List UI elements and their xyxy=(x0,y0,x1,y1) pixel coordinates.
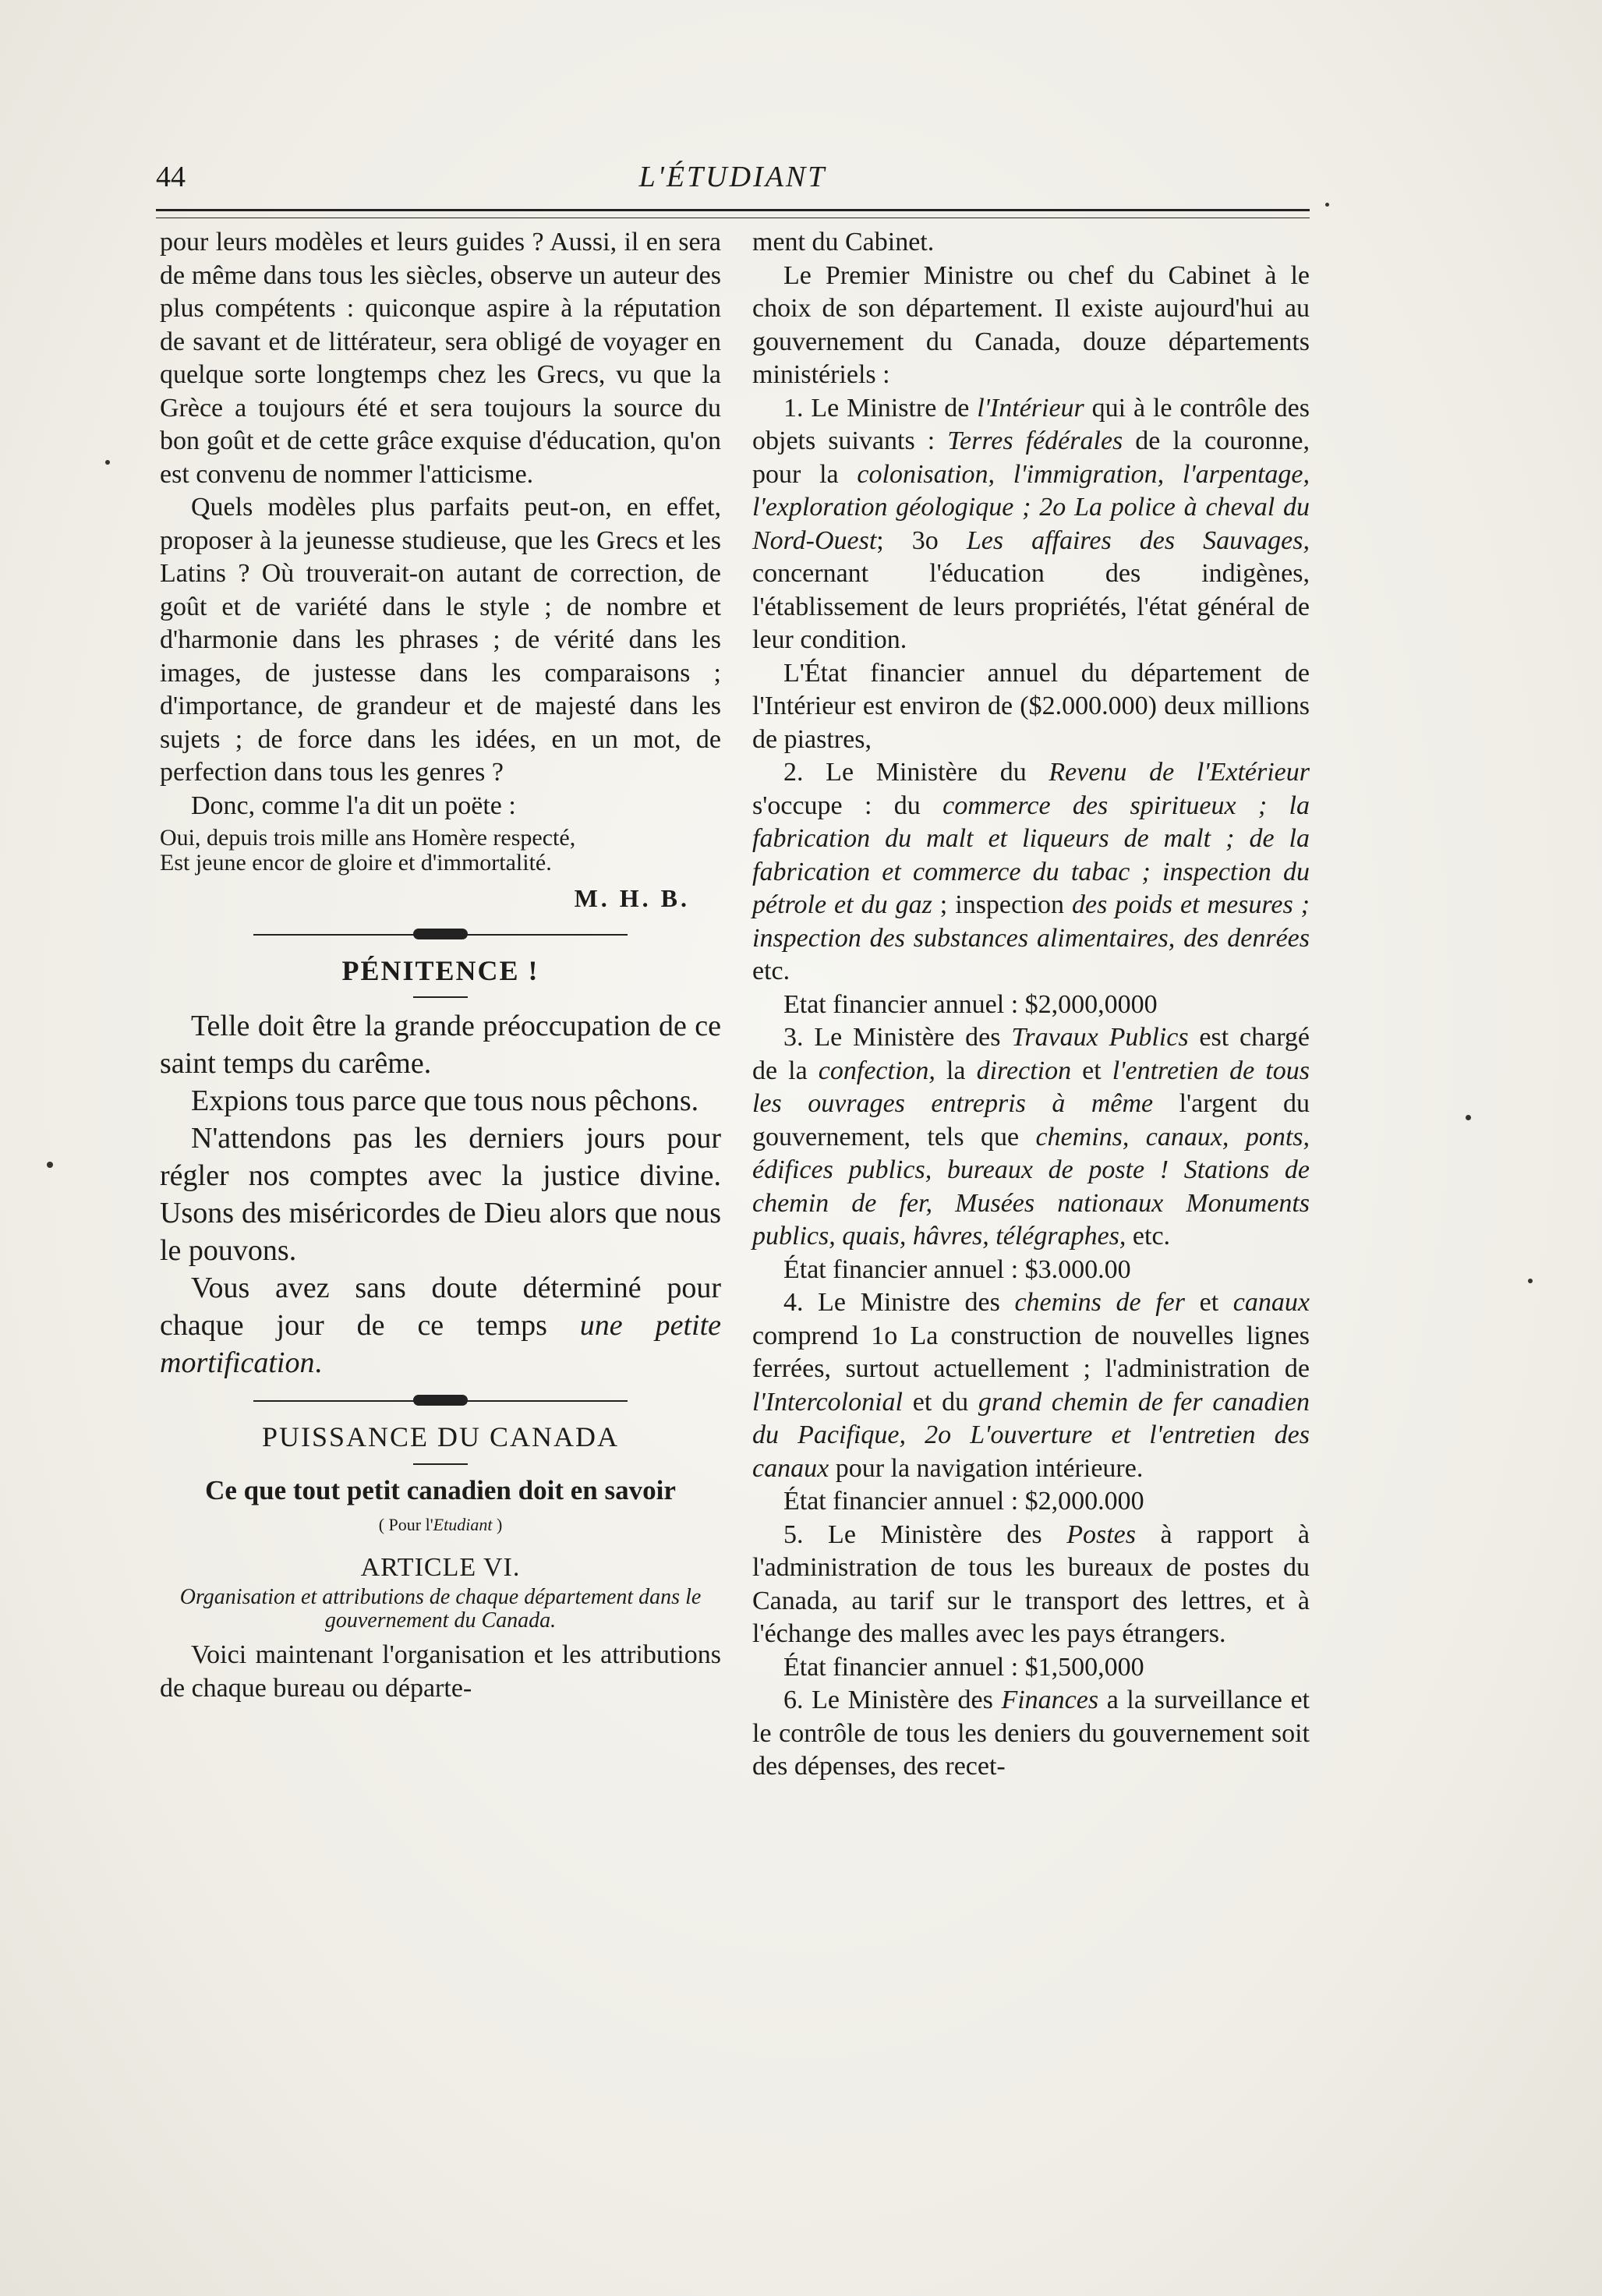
italic-run: Revenu de l'Extérieur xyxy=(1049,758,1310,787)
text-run: ( Pour l' xyxy=(378,1515,433,1534)
paragraph: Expions tous parce que tous nous pêchons. xyxy=(191,1084,699,1117)
text-run: s'occupe : du xyxy=(752,791,943,820)
italic-run: chemins de fer xyxy=(1014,1288,1185,1317)
italic-run: chemins, canaux, ponts, édifices publics, bureaux de poste ! Stations de chemin de fer, Musées nationaux Monuments publics, quais, hâvres, télégraphes, xyxy=(752,1122,1310,1251)
header-double-rule xyxy=(156,209,1310,218)
department-6 xyxy=(752,1684,1310,1784)
paragraph: Le Premier Ministre ou chef du Cabinet à le choix de son département. Il existe aujourd'hui au gouvernement du Canada, douze départements ministériels : xyxy=(752,260,1310,389)
text-run: la xyxy=(935,1056,977,1085)
italic-run: Postes xyxy=(1066,1519,1136,1549)
financial-statement: État financier annuel : $1,500,000 xyxy=(783,1652,1144,1682)
financial-statement: Etat financier annuel : $2,000,0000 xyxy=(783,989,1158,1019)
article-heading: ARTICLE VI. xyxy=(360,1552,521,1582)
text-run: qui à le contrôle des objets suivants : xyxy=(752,393,1310,455)
paragraph: Voici maintenant l'organisation et les attributions de chaque bureau ou départe- xyxy=(160,1640,721,1703)
divider-ornament xyxy=(413,929,468,939)
italic-run: Travaux Publics xyxy=(1011,1023,1189,1052)
text-run: et xyxy=(1071,1056,1112,1085)
text-run: comprend 1o La construction de nouvelles lignes ferrées, surtout actuellement ; l'administration de xyxy=(752,1321,1310,1383)
ornamental-divider xyxy=(160,1388,721,1414)
paragraph: Quels modèles plus parfaits peut-on, en effet, proposer à la jeunesse studieuse, que les Grecs et les Latins ? Où trouverait-on autant de correction, de goût et de variété dans le style ; de nombre et d'harmonie dans les phrases ; de vérité dans les images, de justesse dans les comparaisons ; d'importance, de grandeur et de majesté dans les sujets ; de force dans les idées, en un mot, de perfection dans tous les genres ? xyxy=(160,493,721,787)
print-speck xyxy=(105,460,110,465)
page-header xyxy=(156,160,1310,207)
italic-run: canaux xyxy=(1232,1288,1310,1317)
financial-statement: État financier annuel : $3.000.00 xyxy=(783,1254,1131,1284)
department-4 xyxy=(752,1286,1310,1485)
text-run: 1. Le Ministre de xyxy=(783,393,978,423)
text-run: etc. xyxy=(1126,1222,1171,1251)
italic-run: Finances xyxy=(1001,1686,1099,1714)
paragraph: N'attendons pas les derniers jours pour régler nos comptes avec la justice divine. Usons des miséricordes de Dieu alors que nous le pouvons. xyxy=(160,1122,721,1267)
text-run: Vous avez sans doute déterminé pour chaque jour de ce temps xyxy=(160,1272,721,1342)
text-run: ; inspection xyxy=(932,890,1072,919)
running-title: L'ÉTUDIANT xyxy=(638,161,827,193)
text-run: 5. Le Ministère des xyxy=(783,1519,1067,1549)
italic-run: commerce des spiritueux ; la fabrication du malt et liqueurs de malt ; de la fabrication et commerce du tabac ; inspection du pétrole et du gaz xyxy=(752,791,1310,919)
italic-run: Terres fédérales xyxy=(947,426,1123,455)
short-divider xyxy=(413,996,468,998)
paragraph xyxy=(160,1269,721,1381)
page-number: 44 xyxy=(156,161,186,193)
italic-run: colonisation, l'immigration, l'arpentage, l'exploration géologique ; 2o La police à cheval du Nord-Ouest xyxy=(752,459,1310,555)
italic-run: confection, xyxy=(818,1056,935,1085)
italic-run: direction xyxy=(976,1056,1072,1085)
text-run: 3. Le Ministère des xyxy=(783,1023,1012,1052)
paragraph: ment du Cabinet. xyxy=(752,228,935,256)
text-run: et du xyxy=(902,1387,978,1417)
italic-run: Etudiant xyxy=(433,1515,493,1534)
print-speck xyxy=(1325,203,1329,207)
italic-run: l'Intérieur xyxy=(977,393,1084,423)
text-run: 6. Le Ministère des xyxy=(783,1686,1002,1714)
text-run: ) xyxy=(492,1515,503,1534)
divider-ornament xyxy=(413,1395,468,1406)
financial-statement: L'État financier annuel du département de l'Intérieur est environ de ($2.000.000) deux millions de piastres, xyxy=(752,658,1310,754)
text-run: 2. Le Ministère du xyxy=(783,758,1049,787)
section-title-puissance: PUISSANCE DU CANADA xyxy=(261,1421,620,1452)
department-3 xyxy=(752,1021,1310,1254)
credit-line xyxy=(160,1509,721,1542)
ornamental-divider xyxy=(160,922,721,948)
department-5 xyxy=(752,1519,1310,1651)
print-speck xyxy=(47,1162,53,1168)
right-column xyxy=(752,226,1310,1784)
verse-line: Est jeune encor de gloire et d'immortalité. xyxy=(160,850,552,876)
text-run: . xyxy=(314,1346,322,1379)
italic-run: l'Intercolonial xyxy=(752,1387,903,1417)
paragraph: Donc, comme l'a dit un poëte : xyxy=(191,791,516,820)
text-run: et xyxy=(1184,1288,1233,1317)
text-run: pour la navigation intérieure. xyxy=(829,1453,1144,1483)
italic-run: une petite mortification xyxy=(160,1309,721,1379)
left-column xyxy=(160,226,721,1705)
text-run: à rapport à l'administration de tous les bureaux de postes du Canada, au tarif sur le transport des lettres, et à l'échange des malles avec les pays étrangers. xyxy=(752,1519,1310,1648)
section-subtitle: Ce que tout petit canadien doit en savoir xyxy=(205,1474,676,1505)
italic-run: grand chemin de fer canadien du Pacifique, 2o L'ouverture et l'entretien des canaux xyxy=(752,1387,1310,1483)
paragraph: Telle doit être la grande préoccupation de ce saint temps du carême. xyxy=(160,1010,721,1080)
short-divider xyxy=(413,1463,468,1465)
print-speck xyxy=(1528,1279,1533,1283)
text-run: 4. Le Ministre des xyxy=(783,1288,1015,1317)
department-1 xyxy=(752,392,1310,657)
paragraph: pour leurs modèles et leurs guides ? Aussi, il en sera de même dans tous les siècles, observe un auteur des plus compétents : quiconque aspire à la réputation de savant et de littérateur, sera obligé de voyager en quelque sorte longtemps chez les Grecs, vu que la Grèce a toujours été et sera toujours la source du bon goût et de cette grâce exquise d'éducation, qu'on est convenu de nommer l'atticisme. xyxy=(160,228,721,489)
article-subheading: Organisation et attributions de chaque département dans le gouvernement du Canada. xyxy=(179,1585,702,1633)
verse-line: Oui, depuis trois mille ans Homère respecté, xyxy=(160,825,576,851)
italic-run: des poids et mesures ; inspection des substances alimentaires, des denrées xyxy=(752,890,1310,953)
italic-run: Les affaires des Sauvages, xyxy=(966,525,1310,555)
text-run: a la surveillance et le contrôle de tous les deniers du gouvernement soit des dépenses, des recet- xyxy=(752,1686,1310,1781)
text-run: de la couronne, pour la xyxy=(752,426,1310,489)
section-title-penitence: PÉNITENCE ! xyxy=(341,954,539,986)
text-run: concernant l'éducation des indigènes, l'établissement de leurs propriétés, l'état général de leur condition. xyxy=(752,559,1310,654)
financial-statement: État financier annuel : $2,000.000 xyxy=(783,1487,1144,1516)
verse-quote xyxy=(160,826,721,876)
print-speck xyxy=(1466,1115,1471,1120)
text-run: l'argent du gouvernement, tels que xyxy=(752,1089,1310,1152)
text-run: ; 3o xyxy=(876,525,967,555)
italic-run: l'entretien de tous les ouvrages entrepris à même xyxy=(752,1056,1310,1118)
text-run: est chargé de la xyxy=(752,1023,1310,1085)
department-2 xyxy=(752,756,1310,989)
text-run: etc. xyxy=(752,957,790,985)
author-signature: M. H. B. xyxy=(574,884,690,912)
